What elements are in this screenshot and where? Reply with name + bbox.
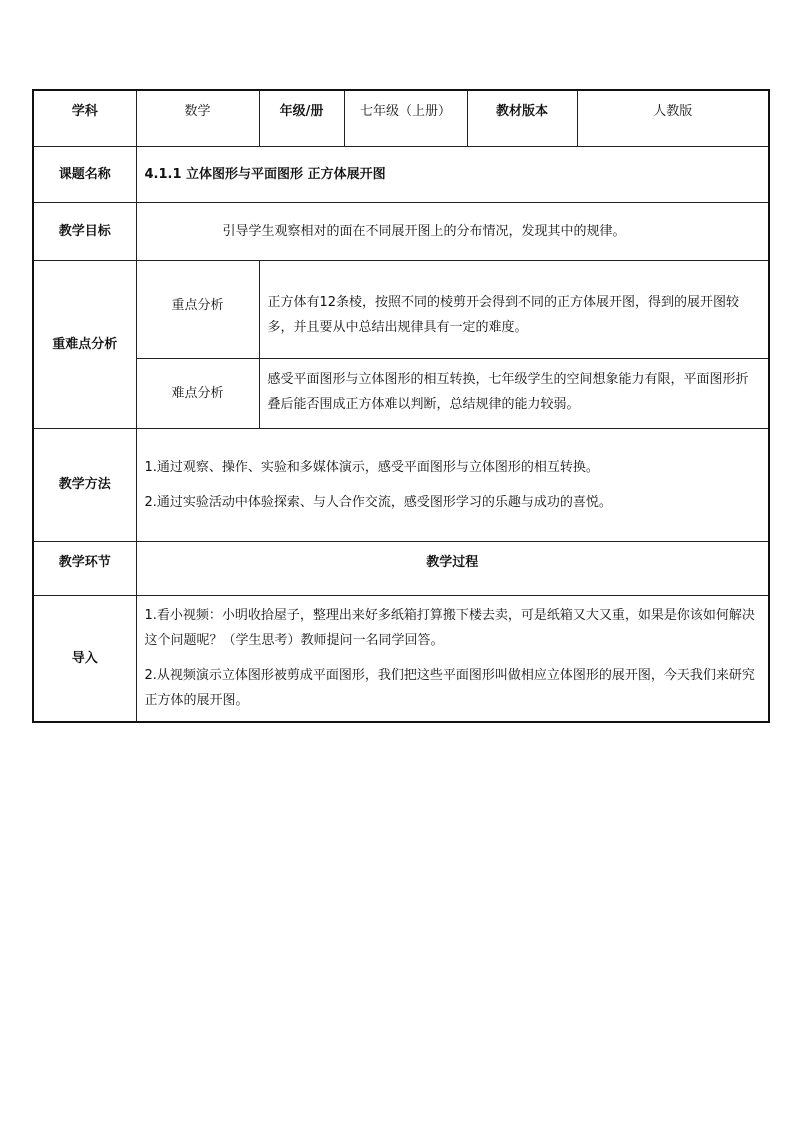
method-row	[33, 428, 769, 541]
subject-label: 学科	[33, 90, 136, 146]
analysis-label: 重难点分析	[33, 260, 136, 428]
intro-label: 导入	[33, 595, 136, 722]
process-row	[33, 541, 769, 595]
intro-item-2: 2.从视频演示立体图形被剪成平面图形，我们把这些平面图形叫做相应立体图形的展开图，今天我们来研究正方体的展开图。	[144, 668, 755, 709]
goal-text: 引导学生观察相对的面在不同展开图上的分布情况，发现其中的规律。	[136, 202, 769, 260]
method-content	[136, 428, 769, 541]
intro-content	[136, 595, 769, 722]
grade-value: 七年级（上册）	[344, 90, 467, 146]
goal-row	[33, 202, 769, 260]
edition-value: 人教版	[577, 90, 769, 146]
process-header: 教学过程	[136, 541, 769, 595]
topic-label: 课题名称	[33, 146, 136, 202]
edition-label: 教材版本	[467, 90, 577, 146]
goal-label: 教学目标	[33, 202, 136, 260]
subject-value: 数学	[136, 90, 259, 146]
topic-row	[33, 146, 769, 202]
intro-row	[33, 595, 769, 722]
lesson-plan-table	[32, 89, 770, 723]
hard-analysis-text: 感受平面图形与立体图形的相互转换，七年级学生的空间想象能力有限，平面图形折叠后能否围成正方体难以判断，总结规律的能力较弱。	[259, 358, 769, 428]
intro-item-1: 1.看小视频：小明收拾屋子，整理出来好多纸箱打算搬下楼去卖，可是纸箱又大又重，如果是你该如何解决这个问题呢？（学生思考）教师提问一名同学回答。	[144, 608, 755, 649]
topic-value: 4.1.1 立体图形与平面图形 正方体展开图	[136, 146, 769, 202]
key-analysis-label: 重点分析	[136, 260, 259, 358]
method-item-2: 2.通过实验活动中体验探索、与人合作交流，感受图形学习的乐趣与成功的喜悦。	[144, 494, 612, 510]
grade-label: 年级/册	[259, 90, 344, 146]
header-row	[33, 90, 769, 146]
hard-analysis-label: 难点分析	[136, 358, 259, 428]
analysis-hard-row	[33, 358, 769, 428]
process-label: 教学环节	[33, 541, 136, 595]
method-item-1: 1.通过观察、操作、实验和多媒体演示，感受平面图形与立体图形的相互转换。	[144, 459, 599, 475]
analysis-key-row	[33, 260, 769, 358]
key-analysis-text: 正方体有12条棱，按照不同的棱剪开会得到不同的正方体展开图，得到的展开图较多，并且要从中总结出规律具有一定的难度。	[259, 260, 769, 358]
method-label: 教学方法	[33, 428, 136, 541]
